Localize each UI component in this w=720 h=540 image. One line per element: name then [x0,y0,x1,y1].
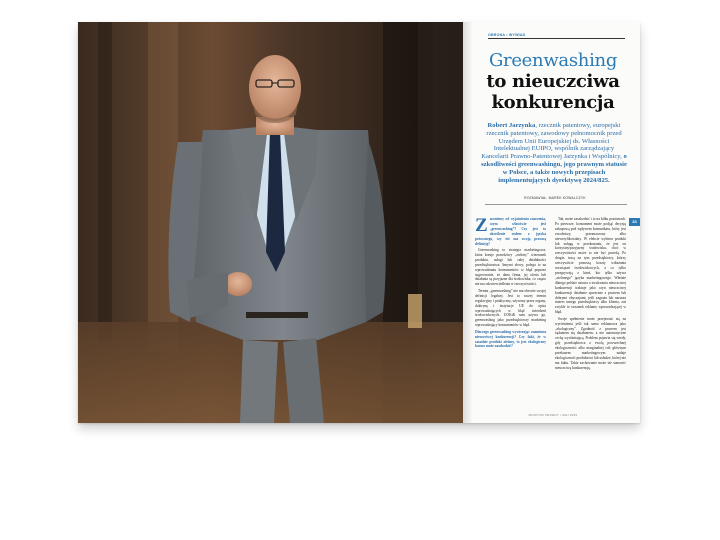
magazine-spread [78,22,640,423]
section-tag: OBRONA • WYWIAD [488,33,625,39]
article-column-2 [555,217,626,372]
article-lead [481,122,627,184]
article-title [473,50,633,113]
paragraph: Tak, może zaszkodzić i to na kilku poziomach. Po pierwsze, konsument może podjąć decyzję zakupową pod wpływem komunikatu, który jest zwodniczy, przeznaczony albo nieweryfikowalny. W efekcie wybiera produkt lub usługę w przekonaniu, że jest on korzystny/przyjazny środowisku, choć w rzeczywistości może to nie być prawdą. Po drugie, tracą na tym przedsiębiorcy, którzy rzeczywiście ponoszą koszty wdrażania rozwiązań środowiskowych, a co tylko przegrywają z kimś, kto tylko używa „zielonego” języka marketingowego. Właśnie dlatego polskie ustawa o zwalczaniu nieuczciwej konkurencji traktuje jako czyn nieuczciwej konkurencji działanie sprzeczne z prawem lub dobrymi obyczajami, jeśli zagraża lub narusza interes innego przedsiębiorcy albo klienta, zaś zwykle to stosunek reklamy wprowadzającej w błąd. [555,217,626,315]
byline: ROZMAWIAŁ: MAREK KOWALCZYK [524,196,586,200]
question-1 [475,217,546,246]
article-column-1 [475,217,546,351]
title-line-1: Greenwashing [488,50,618,71]
page-footer: MONITOR PRAWNY • MAJ 2025 [528,413,578,417]
question-1-text: aczniemy od wyjaśnienia znaczenia, czym właściwie jest „greenwashing”? Czy jest to określenie rodem z języka potocznego, czy też ma swoją prawną definicję? [475,217,546,246]
article-page [463,22,640,423]
lead-intro: , rzecznik patentowy, europejski rzecznik patentowy, zawodowy pełnomocnik przed Urzędem Unii Europejskiej ds. Własności Intelektualnej EUIPO, wspólnik zarządzający Kancelarii Prawno-Patentowej Jarzynka i Wspólnicy, [481,122,624,161]
photo-page [78,22,463,423]
question-2: Dlaczego greenwashing wywierając znamiona nieuczciwej konkurencji? Czy fakt, że w zasadzie produkt zielony, to jest ekologiczny kosmo może zaszkodzić? [475,329,546,349]
lead-name: Robert Jarzynka [487,122,536,129]
page-number: 33 [629,218,640,226]
drop-cap: Z [475,215,488,236]
gutter-shadow [463,22,473,423]
byline-divider [485,204,627,205]
lead-strong: o szkodliwości greenwashingu, jego prawnym statusie w Polsce, a także nowych przepisach implementujących dyrektywę 2024/825. [481,153,627,184]
paragraph: Greenwashing to strategia marketingowa, która kreuje prawdziwy „zielony” wizerunek produktu, usługi lub całej działalności przedsiębiorstwa. Innymi słowy, polega to na wprowadzaniu konsumentów w błąd poprzez sugerowanie, że dana firma, jej oferta lub działania są przyjazne dla środowiska, co często nie ma odzwierciedlenia w rzeczywistości. [475,248,546,287]
portrait-photo [78,22,463,423]
paragraph: Termin „greenwashing” nie ma obecnie swojej definicji legalnej. Jest to raczej termin regulacyjny i praktyczny, używany przez organy, doktrynę i instytucje UE do opisu wprowadzających w błąd twierdzeń środowiskowych. UOKiK sam używa go, greenwashing jako przedsiębiorczy marketing wprowadzający konsumentów w błąd. [475,288,546,328]
title-line-3: konkurencja [491,92,615,113]
paragraph: Swoje spełnienie może przejawiać się na wyróżnieniu jeśli tak samo reklamowa jako „ekologiczny”. Zgodność z prawem jest żądaniem się działaniem, a nie automatyczne cechą wyróżniającą. Problem pojawia się wtedy, gdy przedsiębiorca z ewolą powszechnej ekologiczności albo marginalnej roli głównym przekazem marketingowym nadaje ekologiczność produktowi lub usłudze, której nie ma faktu. Takie zachowanie może też stanowić nieuczciwą konkurencję. [555,316,626,370]
title-line-2: to nieuczciwa [486,71,620,92]
